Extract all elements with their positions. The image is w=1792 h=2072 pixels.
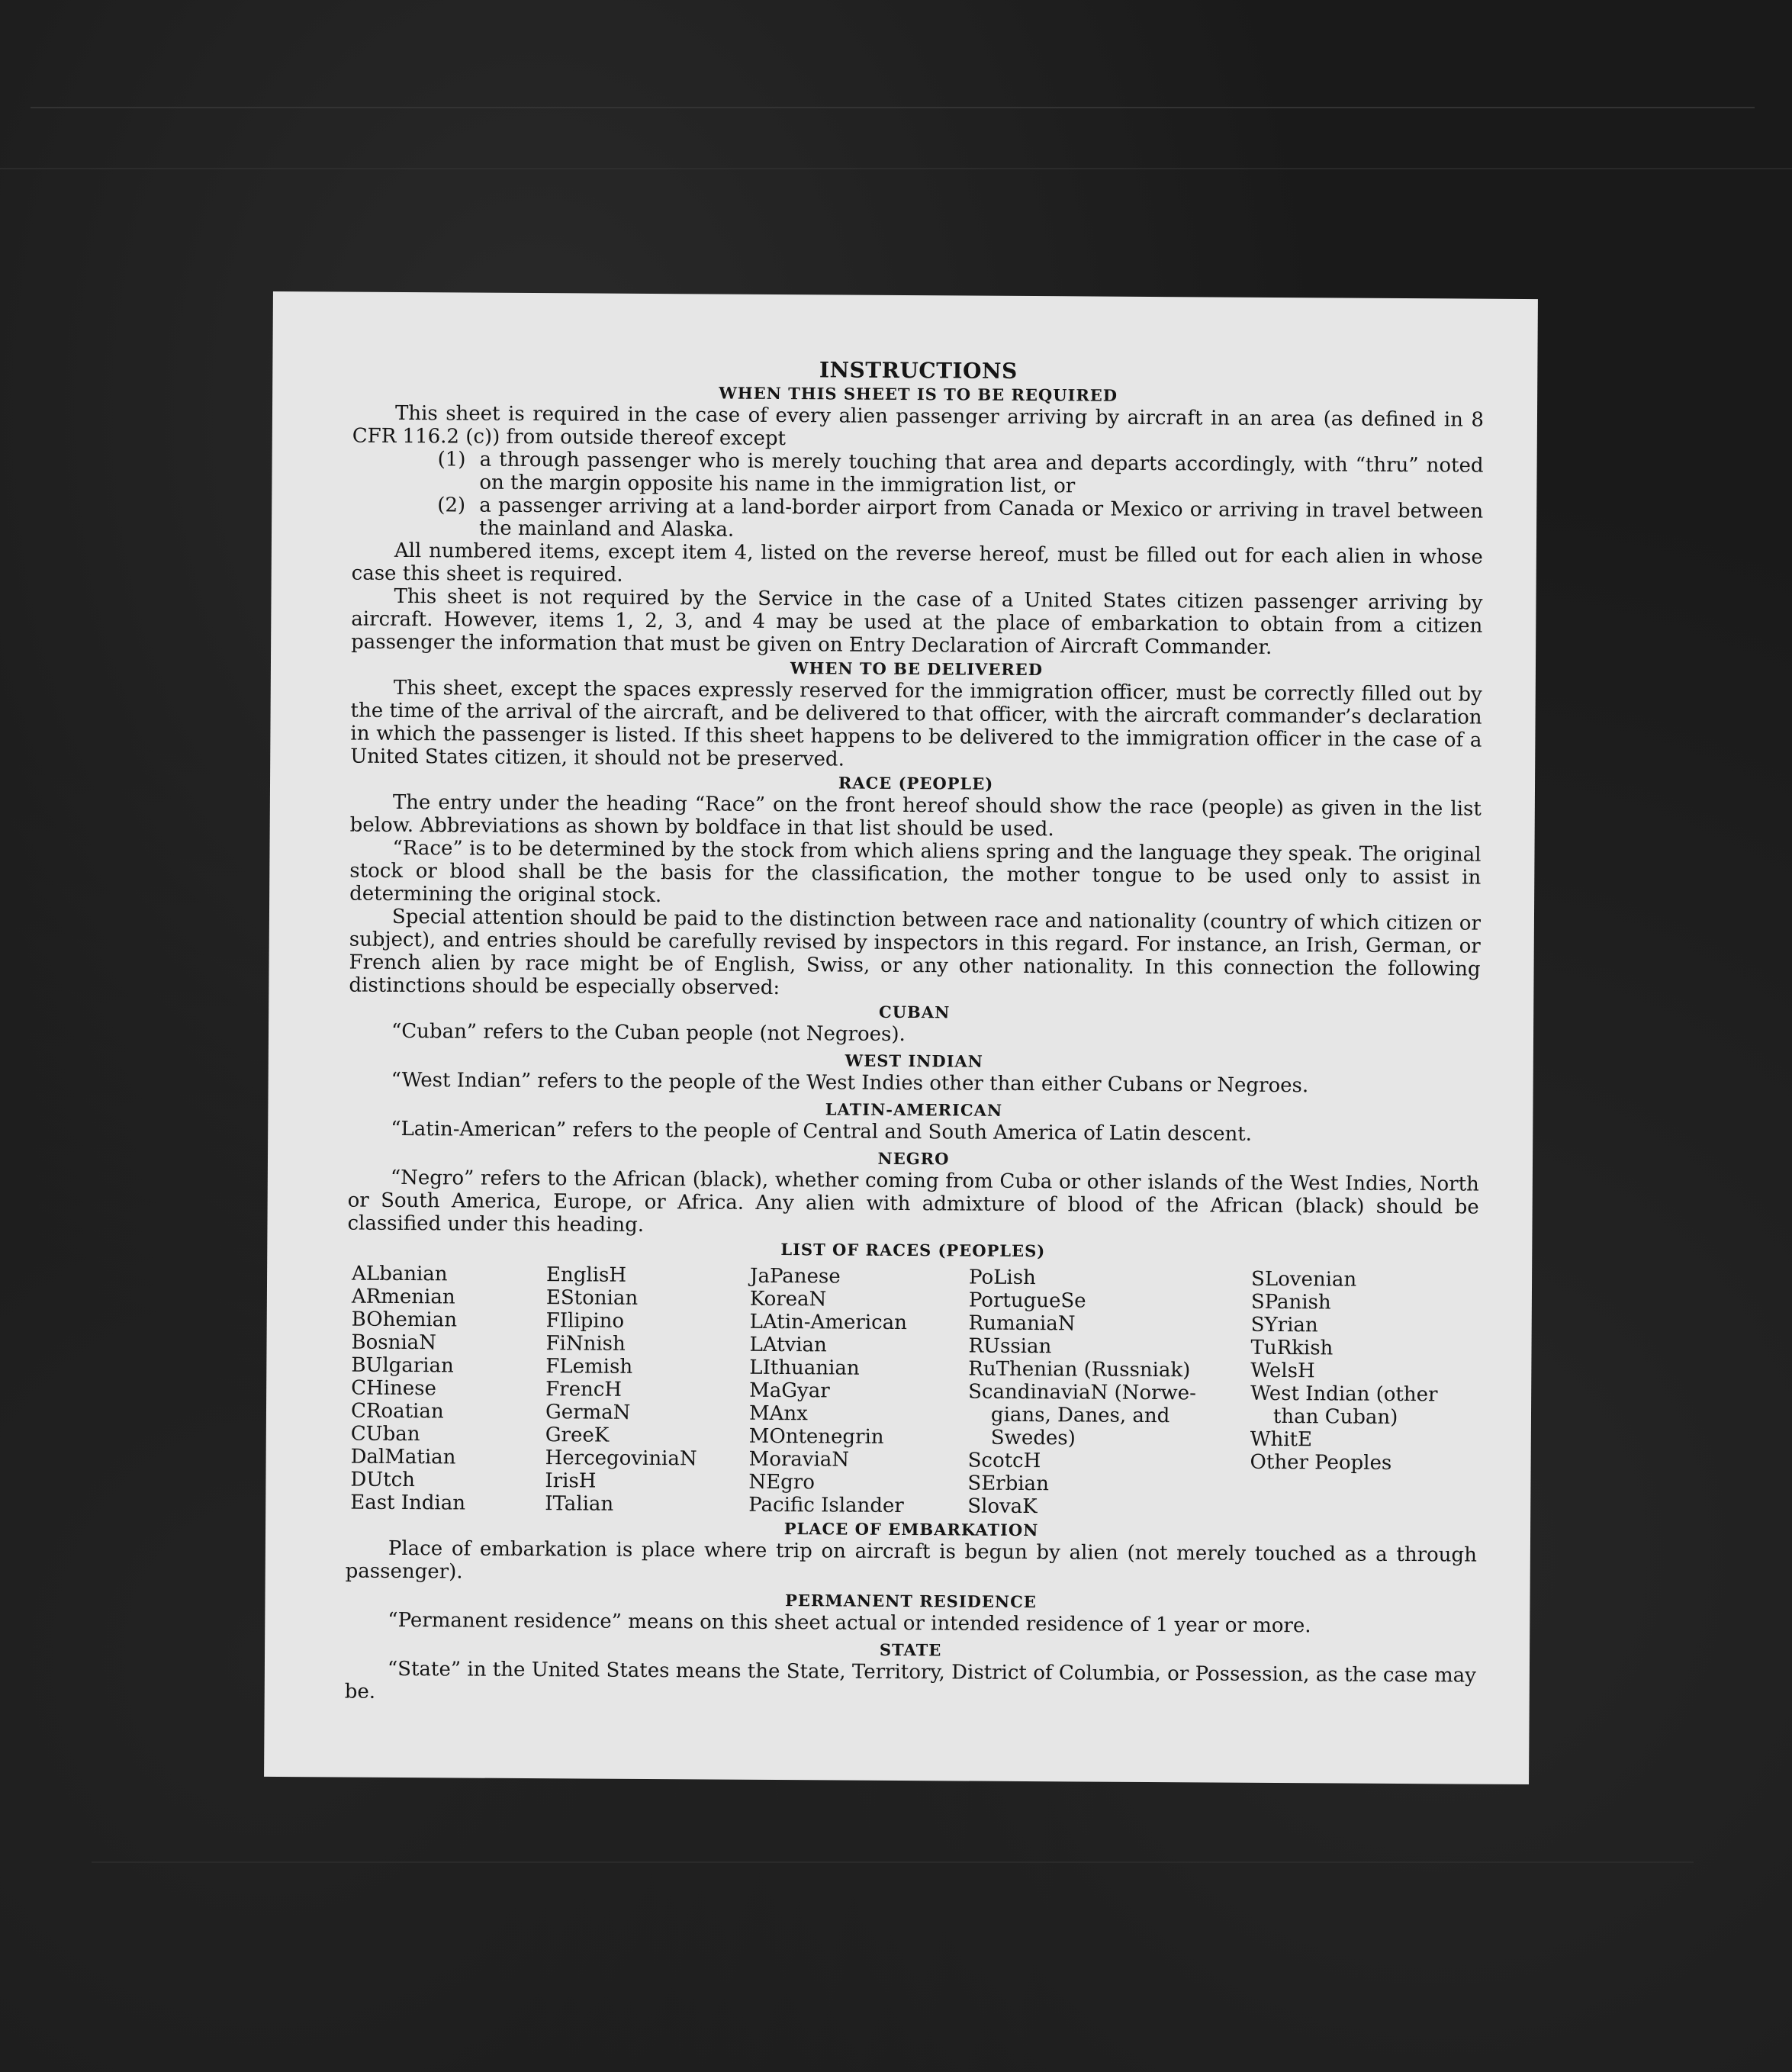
race-entry: BUlgarian <box>351 1353 454 1378</box>
race-entry: CRoatian <box>350 1399 444 1424</box>
paragraph: “State” in the United States means the State, Territory, District of Columbia, or Possession, as the case may be. <box>344 1657 1476 1704</box>
race-entry: FIlipino <box>545 1309 625 1333</box>
race-entry: FLemish <box>545 1355 633 1379</box>
race-entry-continued: than Cuban) <box>1272 1404 1398 1429</box>
paragraph: “Negro” refers to the African (black), whether coming from Cuba or other islands of the West Indies, North or South America, Europe, or Africa. Any alien with admixture of blood of the African (black) should be classified under this heading. <box>347 1166 1479 1237</box>
race-entry: Other Peoples <box>1250 1450 1392 1475</box>
paragraph: “Permanent residence” means on this sheet actual or intended residence of 1 year or more. <box>388 1608 1311 1638</box>
race-entry: RUssian <box>968 1334 1052 1359</box>
race-entry: GermaN <box>545 1401 631 1424</box>
race-entry-continued: Swedes) <box>990 1426 1076 1450</box>
list-text: a through passenger who is merely touching that area and departs accordingly, with “thru” noted on the margin opposite his name in the immigration list, or <box>479 448 1484 498</box>
race-entry: BOhemian <box>351 1308 458 1332</box>
races-column-4 <box>967 1266 1251 1520</box>
race-entry: ALbanian <box>352 1262 448 1286</box>
race-entry: PortugueSe <box>968 1289 1086 1313</box>
page-title: INSTRUCTIONS <box>819 357 1018 384</box>
race-entry: WhitE <box>1250 1427 1313 1452</box>
list-number: (1) <box>437 448 466 471</box>
race-entry: SlovaK <box>967 1494 1038 1519</box>
paragraph: The entry under the heading “Race” on the front hereof should show the race (people) as given in the list below. Abbreviations as shown by boldface in that list should be used. <box>349 790 1482 841</box>
race-entry: DUtch <box>350 1468 416 1492</box>
race-entry: JaPanese <box>749 1264 841 1289</box>
paragraph: This sheet is required in the case of every alien passenger arriving by aircraft in an area (as defined in 8 CFR 116.2 (c)) from outside thereof except <box>352 401 1485 451</box>
scan-streak <box>92 1861 1694 1863</box>
section-heading-when-delivered: WHEN TO BE DELIVERED <box>790 658 1044 680</box>
race-entry: CUban <box>350 1422 420 1446</box>
races-column-3 <box>748 1265 969 1518</box>
race-entry: PoLish <box>968 1266 1036 1290</box>
paragraph: All numbered items, except item 4, listed on the reverse hereof, must be filled out for each alien in whose case this sheet is required. <box>351 539 1483 587</box>
list-text: a passenger arriving at a land-border airport from Canada or Mexico or arriving in travel between the mainland and Alaska. <box>478 494 1484 542</box>
paragraph: “Latin-American” refers to the people of Central and South America of Latin descent. <box>391 1117 1253 1146</box>
paragraph: Special attention should be paid to the distinction between race and nationality (country of which citizen or subject), and entries should be carefully revised by inspectors in this regard. For instance, an Irish, German, or French alien by race might be of English, Swiss, or any other nationality. In this connection the following distinctions should be especially observed: <box>349 905 1482 1000</box>
races-list <box>350 1263 1478 1521</box>
section-heading-state: STATE <box>879 1639 942 1660</box>
race-entry: GreeK <box>545 1424 610 1447</box>
section-heading-latin-american: LATIN-AMERICAN <box>825 1099 1003 1120</box>
race-entry: ScandinaviaN (Norwe- <box>968 1380 1197 1405</box>
race-entry: MAnx <box>748 1401 808 1426</box>
section-heading-race: RACE (PEOPLE) <box>838 773 994 793</box>
race-entry: ScotcH <box>967 1449 1041 1473</box>
race-entry: SPanish <box>1250 1290 1331 1314</box>
race-entry: TuRkish <box>1250 1336 1334 1360</box>
race-entry: SLovenian <box>1250 1267 1357 1292</box>
race-entry: West Indian (other <box>1250 1382 1438 1407</box>
race-entry: ITalian <box>545 1492 614 1516</box>
list-number: (2) <box>437 494 466 517</box>
race-entry: RumaniaN <box>968 1311 1076 1336</box>
race-entry: MoraviaN <box>748 1447 850 1472</box>
race-entry: MaGyar <box>749 1379 830 1403</box>
race-entry: NEgro <box>748 1470 815 1494</box>
races-column-2 <box>545 1263 750 1517</box>
race-entry: RuThenian (Russniak) <box>968 1357 1191 1382</box>
race-entry: LAtin-American <box>749 1310 908 1335</box>
race-entry-continued: gians, Danes, and <box>990 1403 1170 1428</box>
races-column-1 <box>350 1263 546 1516</box>
race-entry: EStonian <box>545 1286 639 1310</box>
race-entry: LAtvian <box>749 1333 827 1357</box>
instruction-sheet <box>264 291 1538 1784</box>
section-heading-when-required: WHEN THIS SHEET IS TO BE REQUIRED <box>719 383 1118 405</box>
race-entry: IrisH <box>545 1469 597 1493</box>
paragraph: This sheet, except the spaces expressly reserved for the immigration officer, must be correctly filled out by the time of the arrival of the aircraft, and be delivered to that officer, with the aircraft commander’s declaration in which the passenger is listed. If this sheet happens to be delivered to the immigration officer in the case of a United States citizen, it should not be preserved. <box>350 676 1482 771</box>
race-entry: MOntenegrin <box>748 1424 884 1449</box>
race-entry: ARmenian <box>351 1285 455 1309</box>
paragraph: “Cuban” refers to the Cuban people (not Negroes). <box>391 1019 906 1047</box>
section-heading-negro: NEGRO <box>877 1148 950 1169</box>
race-entry: WelsH <box>1250 1359 1315 1383</box>
scan-streak <box>0 168 1792 169</box>
race-entry: DalMatian <box>350 1445 456 1469</box>
race-entry: LIthuanian <box>749 1356 860 1380</box>
race-entry: HercegoviniaN <box>545 1446 697 1471</box>
races-column-5 <box>1250 1268 1449 1521</box>
race-entry: CHinese <box>351 1376 437 1401</box>
list-item <box>352 448 1483 500</box>
race-entry: FrencH <box>545 1378 623 1401</box>
race-entry: BosniaN <box>351 1330 437 1355</box>
race-entry: KoreaN <box>749 1287 827 1311</box>
race-entry: FiNnish <box>545 1332 626 1356</box>
paragraph: “Race” is to be determined by the stock from which aliens spring and the language they speak. The original stock or blood shall be the basis for the classification, the mother tongue to be used only to assist in determining the original stock. <box>349 836 1482 908</box>
race-entry: EnglisH <box>546 1263 627 1287</box>
section-heading-west-indian: WEST INDIAN <box>845 1050 984 1071</box>
race-entry: Pacific Islander <box>748 1493 904 1518</box>
paragraph: “West Indian” refers to the people of the West Indies other than either Cubans or Negroes. <box>391 1068 1309 1098</box>
list-item <box>352 494 1483 546</box>
scan-streak <box>31 107 1755 108</box>
section-heading-embarkation: PLACE OF EMBARKATION <box>783 1519 1039 1540</box>
race-entry: SErbian <box>967 1472 1049 1496</box>
paragraph: Place of embarkation is place where trip on aircraft is begun by alien (not merely touched as a through passenger). <box>345 1536 1477 1584</box>
paragraph: This sheet is not required by the Service in the case of a United States citizen passenger arriving by aircraft. However, items 1, 2, 3, and 4 may be used at the place of embarkation to obtain from a citizen passenger the information that must be given on Entry Declaration of Aircraft Commander. <box>351 584 1483 659</box>
race-entry: SYrian <box>1250 1313 1318 1337</box>
race-entry: East Indian <box>350 1491 466 1515</box>
section-heading-cuban: CUBAN <box>878 1002 951 1022</box>
section-heading-residence: PERMANENT RESIDENCE <box>785 1591 1037 1612</box>
section-heading-races-list: LIST OF RACES (PEOPLES) <box>780 1240 1046 1261</box>
